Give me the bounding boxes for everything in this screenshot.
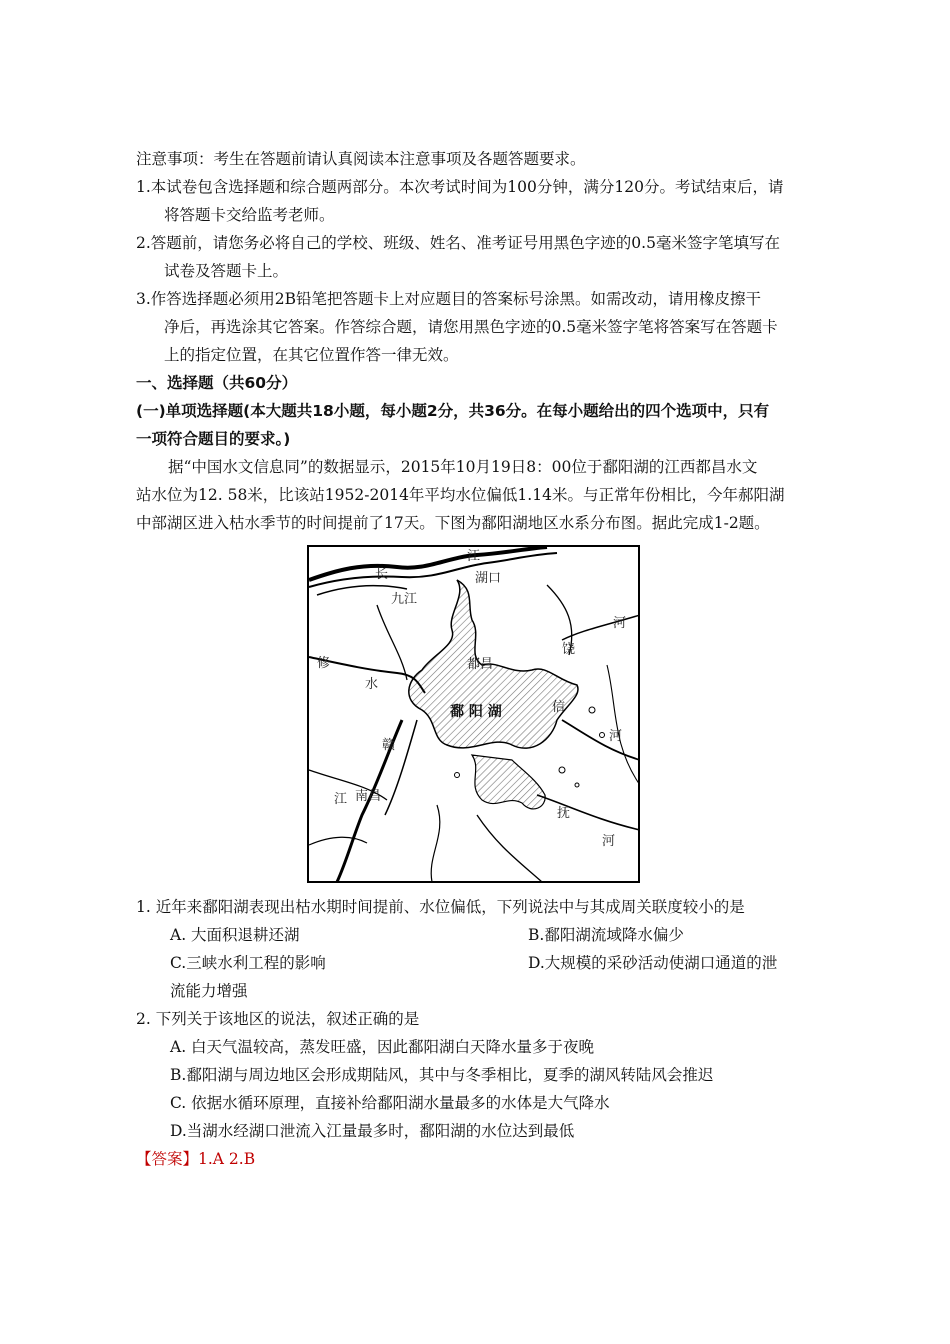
map-label-hukou: 湖口	[475, 571, 502, 586]
poyang-lake-map	[307, 545, 640, 883]
passage-line-1: 据“中国水文信息同”的数据显示，2015年10月19日8：00位于鄱阳湖的江西都昌水文	[168, 458, 758, 476]
subsection-heading: (一)单项选择题(本大题共18小题，每小题2分，共36分。在每小题给出的四个选项中，只有	[136, 402, 770, 420]
section-heading: 一、选择题（共60分）	[136, 374, 298, 392]
question-2-option-a: A. 白天气温较高，蒸发旺盛，因此鄱阳湖白天降水量多于夜晚	[170, 1038, 595, 1056]
notice-item-2: 2.答题前，请您务必将自己的学校、班级、姓名、准考证号用黑色字迹的0.5毫米签字笔填写在	[136, 234, 780, 252]
map-label-nanchang: 南昌	[355, 789, 382, 804]
map-label-xin: 信	[552, 700, 566, 715]
map-label-xiu: 修	[317, 656, 331, 671]
question-1-option-d-cont: 流能力增强	[170, 982, 248, 1000]
passage-line-3: 中部湖区进入枯水季节的时间提前了17天。下图为鄱阳湖地区水系分布图。据此完成1-2题。	[136, 514, 770, 532]
notice-item-2-cont: 试卷及答题卡上。	[164, 262, 289, 280]
map-label-fu: 抚	[557, 806, 571, 821]
answer-value: 1.A 2.B	[198, 1150, 256, 1168]
notice-title: 注意事项：考生在答题前请认真阅读本注意事项及各题答题要求。	[136, 150, 586, 168]
question-1-stem: 1. 近年来鄱阳湖表现出枯水期时间提前、水位偏低，下列说法中与其成周关联度较小的是	[136, 898, 745, 916]
map-label-lake: 鄱 阳 湖	[450, 704, 502, 720]
answer-label: 【答案】	[136, 1150, 199, 1168]
question-2-option-c: C. 依据水循环原理，直接补给鄱阳湖水量最多的水体是大气降水	[170, 1094, 610, 1112]
map-label-shui: 水	[365, 677, 379, 692]
notice-item-3-cont: 净后，再选涂其它答案。作答综合题，请您用黑色字迹的0.5毫米签字笔将答案写在答题卡	[164, 318, 778, 336]
map-label-duchang: 都昌	[467, 657, 494, 672]
notice-item-1-cont: 将答题卡交给监考老师。	[164, 206, 335, 224]
map-label-chang: 长	[375, 567, 389, 582]
map-label-gan: 赣	[382, 738, 396, 753]
map-label-he-3: 河	[602, 834, 616, 849]
passage-line-2: 站水位为12. 58米，比该站1952-2014年平均水位偏低1.14米。与正常年份相比，今年郝阳湖	[136, 486, 785, 504]
map-label-he-2: 河	[609, 729, 623, 744]
question-2-option-b: B.鄱阳湖与周边地区会形成期陆风，其中与冬季相比，夏季的湖风转陆风会推迟	[170, 1066, 714, 1084]
map-label-jiang: 江	[467, 549, 481, 564]
question-1-option-d: D.大规模的采砂活动使湖口通道的泄	[528, 954, 778, 972]
notice-item-3: 3.作答选择题必须用2B铅笔把答题卡上对应题目的答案标号涂黑。如需改动，请用橡皮擦干	[136, 290, 762, 308]
map-label-rao: 饶	[562, 642, 576, 657]
notice-item-3-cont2: 上的指定位置，在其它位置作答一律无效。	[164, 346, 459, 364]
question-2-option-d: D.当湖水经湖口泄流入江量最多时，鄱阳湖的水位达到最低	[170, 1122, 575, 1140]
map-label-jiujiang: 九江	[391, 592, 418, 607]
question-1-option-b: B.鄱阳湖流域降水偏少	[528, 926, 684, 944]
map-label-jiang-2: 江	[334, 792, 348, 807]
answer-line	[136, 1148, 255, 1170]
question-1-option-a: A. 大面积退耕还湖	[170, 926, 300, 944]
subsection-heading-cont: 一项符合题目的要求。)	[136, 430, 291, 448]
map-label-he-1: 河	[613, 616, 627, 631]
notice-item-1: 1.本试卷包含选择题和综合题两部分。本次考试时间为100分钟，满分120分。考试结束后，请	[136, 178, 784, 196]
question-1-option-c: C.三峡水利工程的影响	[170, 954, 326, 972]
question-2-stem: 2. 下列关于该地区的说法，叙述正确的是	[136, 1010, 420, 1028]
